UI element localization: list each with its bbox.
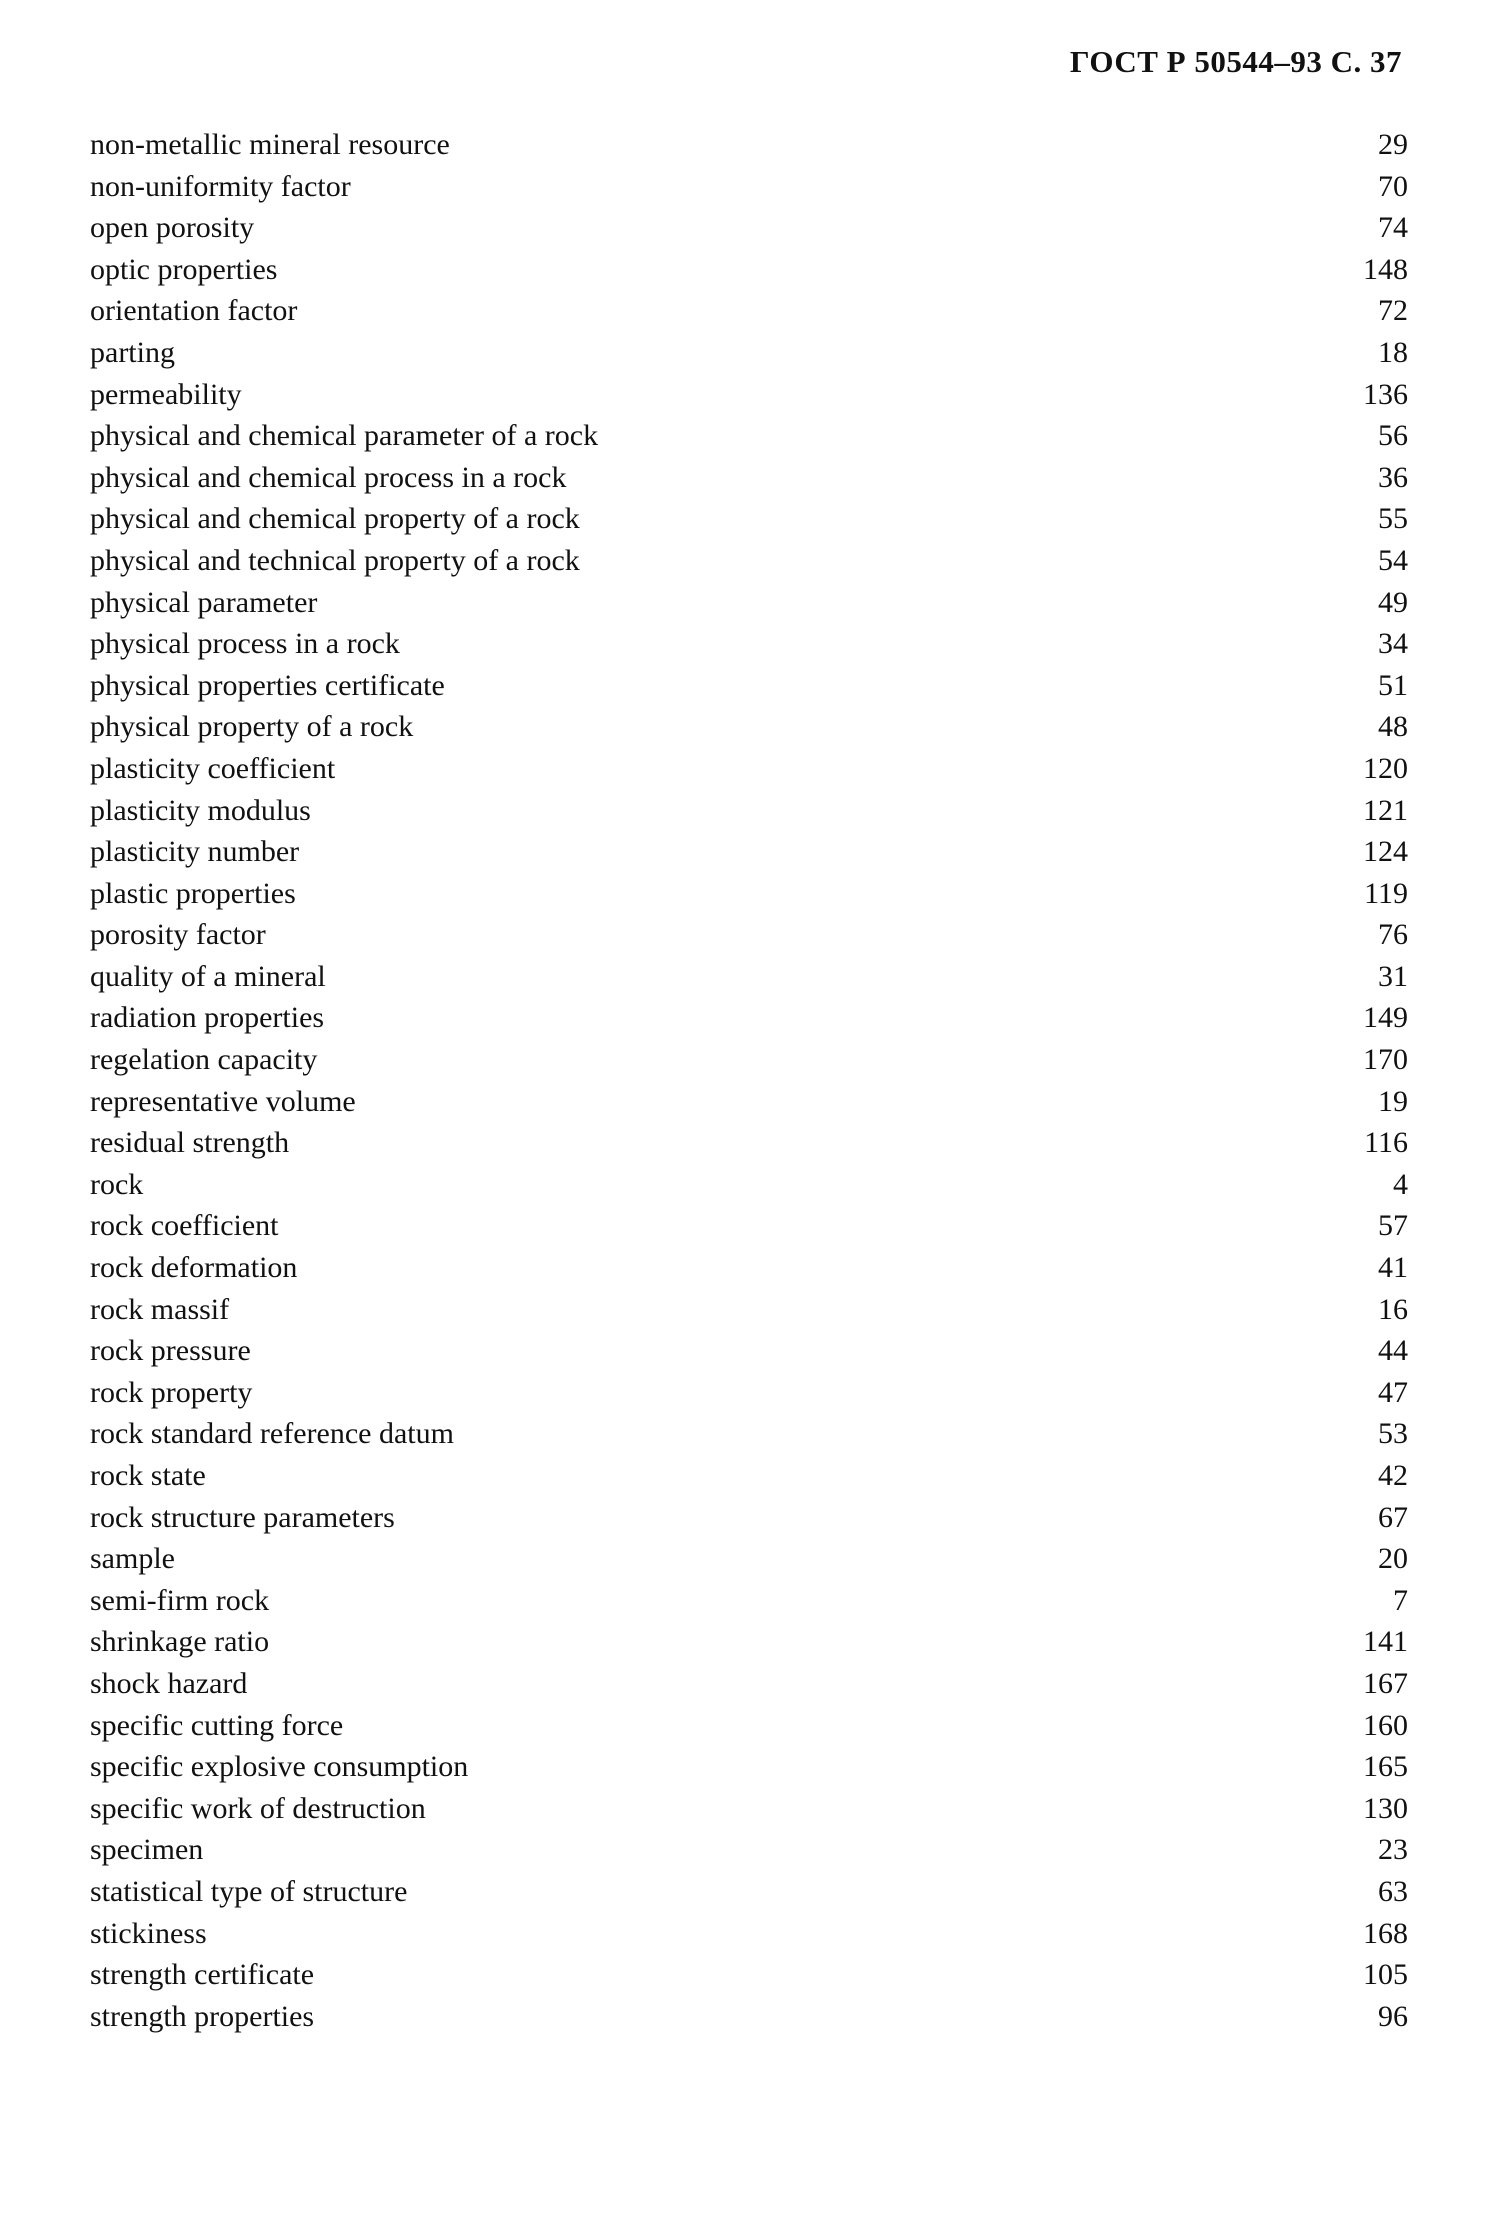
index-term: plasticity coefficient	[90, 751, 336, 785]
index-ref-number: 7	[1393, 1583, 1408, 1617]
index-term: orientation factor	[90, 294, 298, 328]
index-entry	[90, 1413, 1408, 1455]
index-ref-number: 34	[1378, 627, 1408, 661]
index-entry	[90, 457, 1408, 499]
index-term: strength properties	[90, 1999, 315, 2033]
index-ref-number: 48	[1378, 710, 1408, 744]
index-ref-number: 167	[1363, 1666, 1408, 1700]
index-ref-number: 53	[1378, 1417, 1408, 1451]
index-ref-number: 56	[1378, 419, 1408, 453]
index-entry	[90, 1580, 1408, 1622]
index-entry	[90, 1455, 1408, 1497]
index-term: physical and chemical process in a rock	[90, 460, 567, 494]
index-entry	[90, 1871, 1408, 1913]
index-entry	[90, 665, 1408, 707]
index-term: porosity factor	[90, 918, 266, 952]
index-entry	[90, 415, 1408, 457]
index-ref-number: 20	[1378, 1542, 1408, 1576]
index-term: physical properties certificate	[90, 668, 445, 702]
index-term: plastic properties	[90, 876, 296, 910]
index-entry	[90, 1122, 1408, 1164]
index-ref-number: 149	[1363, 1001, 1408, 1035]
index-term: specific work of destruction	[90, 1791, 426, 1825]
index-ref-number: 51	[1378, 668, 1408, 702]
index-entry	[90, 1039, 1408, 1081]
index-ref-number: 18	[1378, 335, 1408, 369]
index-ref-number: 136	[1363, 377, 1408, 411]
index-ref-number: 74	[1378, 211, 1408, 245]
index-entry	[90, 1954, 1408, 1996]
page-header: ГОСТ Р 50544–93 С. 37	[1069, 44, 1402, 79]
index-term: representative volume	[90, 1084, 356, 1118]
index-entry	[90, 623, 1408, 665]
index-entry	[90, 748, 1408, 790]
index-ref-number: 72	[1378, 294, 1408, 328]
index-term: strength certificate	[90, 1958, 315, 1992]
index-term: physical property of a rock	[90, 710, 414, 744]
index-term: rock massif	[90, 1292, 230, 1326]
index-ref-number: 47	[1378, 1375, 1408, 1409]
index-entry	[90, 1289, 1408, 1331]
index-term: rock structure parameters	[90, 1500, 395, 1534]
index-term: stickiness	[90, 1916, 207, 1950]
index-ref-number: 36	[1378, 460, 1408, 494]
index-term: specific explosive consumption	[90, 1750, 469, 1784]
index-term: rock state	[90, 1459, 206, 1492]
index-list	[90, 124, 1408, 2037]
index-ref-number: 70	[1378, 169, 1408, 203]
index-entry	[90, 997, 1408, 1039]
index-term: shock hazard	[90, 1666, 248, 1700]
index-term: non-metallic mineral resource	[90, 128, 450, 161]
index-ref-number: 54	[1378, 543, 1408, 577]
index-term: plasticity modulus	[90, 793, 311, 827]
index-term: residual strength	[90, 1126, 290, 1160]
index-term: parting	[90, 335, 175, 369]
index-ref-number: 119	[1364, 876, 1408, 910]
index-ref-number: 63	[1378, 1874, 1408, 1908]
index-ref-number: 105	[1363, 1958, 1408, 1992]
index-ref-number: 49	[1378, 585, 1408, 619]
index-term: rock deformation	[90, 1251, 298, 1285]
index-entry	[90, 1538, 1408, 1580]
index-entry	[90, 1996, 1408, 2038]
index-ref-number: 19	[1378, 1084, 1408, 1118]
index-entry	[90, 831, 1408, 873]
index-entry	[90, 332, 1408, 374]
index-term: non-uniformity factor	[90, 169, 351, 203]
index-term: rock standard reference datum	[90, 1417, 454, 1451]
index-entry	[90, 1372, 1408, 1414]
index-ref-number: 130	[1363, 1791, 1408, 1825]
index-ref-number: 165	[1363, 1750, 1408, 1784]
index-term: quality of a mineral	[90, 959, 326, 993]
index-entry	[90, 207, 1408, 249]
index-entry	[90, 582, 1408, 624]
index-term: physical parameter	[90, 585, 318, 619]
index-term: rock	[90, 1167, 144, 1201]
index-entry	[90, 1746, 1408, 1788]
index-ref-number: 121	[1363, 793, 1408, 827]
index-term: specimen	[90, 1833, 204, 1867]
index-term: radiation properties	[90, 1001, 325, 1035]
index-entry	[90, 124, 1408, 166]
index-entry	[90, 1788, 1408, 1830]
index-term: physical process in a rock	[90, 627, 400, 661]
index-entry	[90, 1497, 1408, 1539]
index-term: regelation capacity	[90, 1043, 318, 1077]
index-entry	[90, 540, 1408, 582]
index-ref-number: 76	[1378, 918, 1408, 952]
index-ref-number: 160	[1363, 1708, 1408, 1742]
index-entry	[90, 498, 1408, 540]
index-entry	[90, 1205, 1408, 1247]
index-term: semi-firm rock	[90, 1583, 270, 1617]
index-term: specific cutting force	[90, 1708, 344, 1742]
index-ref-number: 4	[1393, 1167, 1408, 1201]
index-entry	[90, 374, 1408, 416]
index-entry	[90, 790, 1408, 832]
index-term: physical and chemical property of a rock	[90, 502, 580, 536]
index-term: rock property	[90, 1375, 253, 1409]
index-entry	[90, 1247, 1408, 1289]
index-ref-number: 141	[1363, 1625, 1408, 1659]
index-entry	[90, 1164, 1408, 1206]
index-ref-number: 57	[1378, 1209, 1408, 1243]
index-term: open porosity	[90, 211, 255, 245]
index-entry	[90, 956, 1408, 998]
index-ref-number: 67	[1378, 1500, 1408, 1534]
index-ref-number: 16	[1378, 1292, 1408, 1326]
index-ref-number: 96	[1378, 1999, 1408, 2033]
index-term: rock pressure	[90, 1334, 251, 1368]
index-ref-number: 124	[1363, 835, 1408, 869]
index-ref-number: 44	[1378, 1334, 1408, 1368]
index-term: plasticity number	[90, 835, 300, 869]
index-term: physical and chemical parameter of a rock	[90, 419, 599, 453]
index-term: sample	[90, 1542, 175, 1576]
index-term: optic properties	[90, 252, 278, 286]
index-ref-number: 116	[1364, 1126, 1408, 1160]
index-entry	[90, 873, 1408, 915]
index-entry	[90, 706, 1408, 748]
index-entry	[90, 1829, 1408, 1871]
index-entry	[90, 1663, 1408, 1705]
index-term: shrinkage ratio	[90, 1625, 270, 1659]
index-entry	[90, 1705, 1408, 1747]
index-term: statistical type of structure	[90, 1874, 408, 1908]
index-entry	[90, 1621, 1408, 1663]
index-ref-number: 29	[1378, 128, 1408, 161]
index-ref-number: 42	[1378, 1459, 1408, 1492]
index-ref-number: 170	[1363, 1043, 1408, 1077]
index-entry	[90, 1081, 1408, 1123]
index-entry	[90, 290, 1408, 332]
index-entry	[90, 1330, 1408, 1372]
index-term: physical and technical property of a rock	[90, 543, 580, 577]
index-entry	[90, 1913, 1408, 1955]
index-entry	[90, 249, 1408, 291]
index-ref-number: 41	[1378, 1251, 1408, 1285]
index-ref-number: 148	[1363, 252, 1408, 286]
index-ref-number: 168	[1363, 1916, 1408, 1950]
index-ref-number: 120	[1363, 751, 1408, 785]
index-ref-number: 55	[1378, 502, 1408, 536]
index-term: rock coefficient	[90, 1209, 279, 1243]
index-ref-number: 23	[1378, 1833, 1408, 1867]
index-term: permeability	[90, 377, 242, 411]
index-entry	[90, 166, 1408, 208]
index-ref-number: 31	[1378, 959, 1408, 993]
index-entry	[90, 914, 1408, 956]
